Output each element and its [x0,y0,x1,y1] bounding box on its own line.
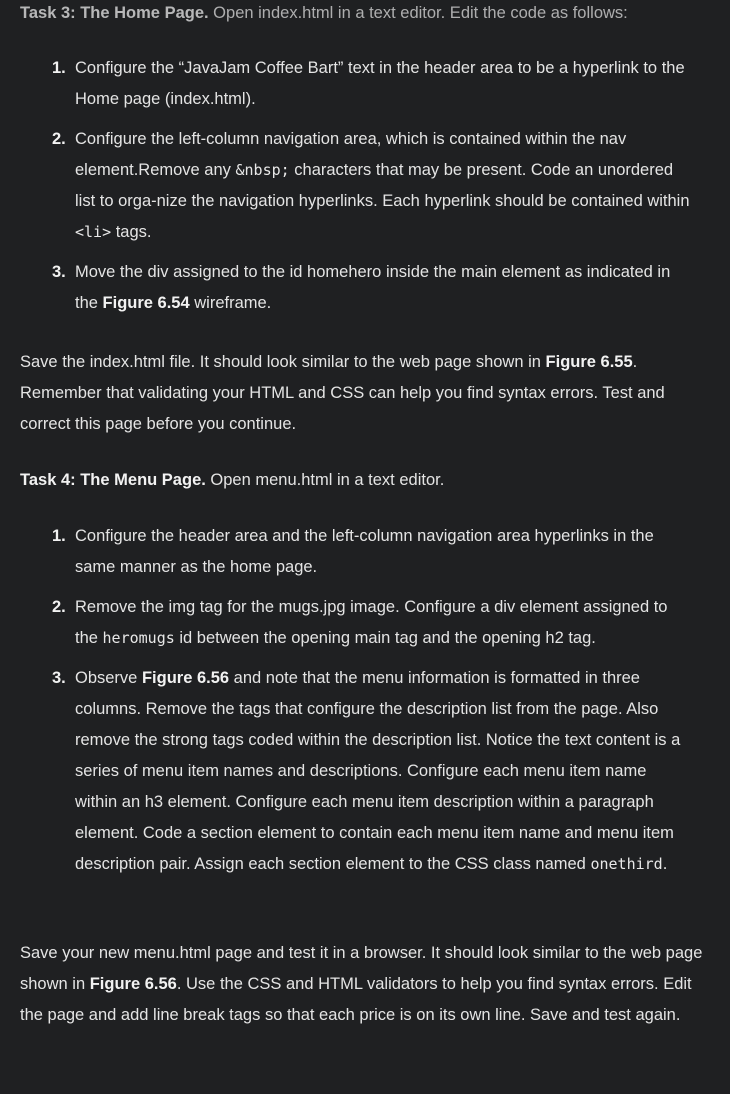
figure-ref: Figure 6.55 [545,353,633,371]
code-onethird: onethird [590,855,663,873]
step-text-mid: characters that may be present. Code an unordered list to orga-nize the navigation hyperlinks. Each hyperlink should be contained within [75,161,690,210]
code-heromugs: heromugs [102,629,175,647]
step-text: Configure the “JavaJam Coffee Bart” text in the header area to be a hyperlink to the Home page (index.html). [75,59,685,108]
task4-save-paragraph [20,938,710,1031]
step-number: 2. [52,130,66,148]
figure-ref: Figure 6.56 [89,975,177,993]
task4-step-3 [0,663,700,880]
code-li-tag: <li> [75,223,112,241]
task4-intro: Open menu.html in a text editor. [205,471,445,489]
step-text-pre: Move the div assigned to the id homehero inside the main element as indicated in the [75,263,671,312]
figure-ref: Figure 6.54 [102,294,190,312]
task3-heading [20,0,710,29]
save-text-pre: Save the index.html file. It should look similar to the web page shown in [20,353,546,371]
task4-step-2 [0,592,700,654]
step-text-post: wireframe. [189,294,272,312]
task4-label: Task 4: The Menu Page. [20,471,206,489]
save-text-pre: Save your new menu.html page and test it in a browser. It should look similar to the web page shown in [20,944,703,993]
step-text-post: . [662,855,668,873]
task3-steps [0,53,700,328]
step-text-mid: and note that the menu information is formatted in three columns. Remove the tags that configure the description list from the page. Also remove the strong tags coded within the description list. Notice the text content is a series of menu item names and descriptions. Configure each menu item name within an h3 element. Configure each menu item description within a paragraph element. Code a section element to contain each menu item name and menu item description pair. Assign each section element to the CSS class named [75,669,681,873]
task3-step-3 [0,257,700,319]
task3-save-paragraph [20,347,710,440]
step-number: 3. [52,263,66,281]
step-text-pre: Remove the img tag for the mugs.jpg image. Configure a div element assigned to the [75,598,668,647]
task3-step-1 [0,53,700,115]
task3-step-2 [0,124,700,248]
task4-step-1 [0,521,700,583]
step-number: 3. [52,669,66,687]
step-number: 2. [52,598,66,616]
step-text: Configure the header area and the left-column navigation area hyperlinks in the same manner as the home page. [75,527,654,576]
step-text-post: tags. [111,223,152,241]
step-text-pre: Configure the left-column navigation area, which is contained within the nav element.Remove any [75,130,627,179]
step-text-pre: Observe [75,669,142,687]
save-text-post: . Remember that validating your HTML and CSS can help you find syntax errors. Test and correct this page before you continue. [20,353,665,433]
task3-intro: Open index.html in a text editor. Edit the code as follows: [208,4,628,22]
figure-ref: Figure 6.56 [141,669,230,687]
step-number: 1. [52,59,66,77]
task4-heading [20,465,710,496]
step-number: 1. [52,527,66,545]
task3-label: Task 3: The Home Page. [20,4,209,22]
save-text-post: . Use the CSS and HTML validators to help you find syntax errors. Edit the page and add line break tags so that each price is on its own line. Save and test again. [20,975,692,1024]
task4-steps [0,521,700,889]
step-text-post: id between the opening main tag and the opening h2 tag. [174,629,596,647]
code-nbsp: &nbsp; [235,161,290,179]
